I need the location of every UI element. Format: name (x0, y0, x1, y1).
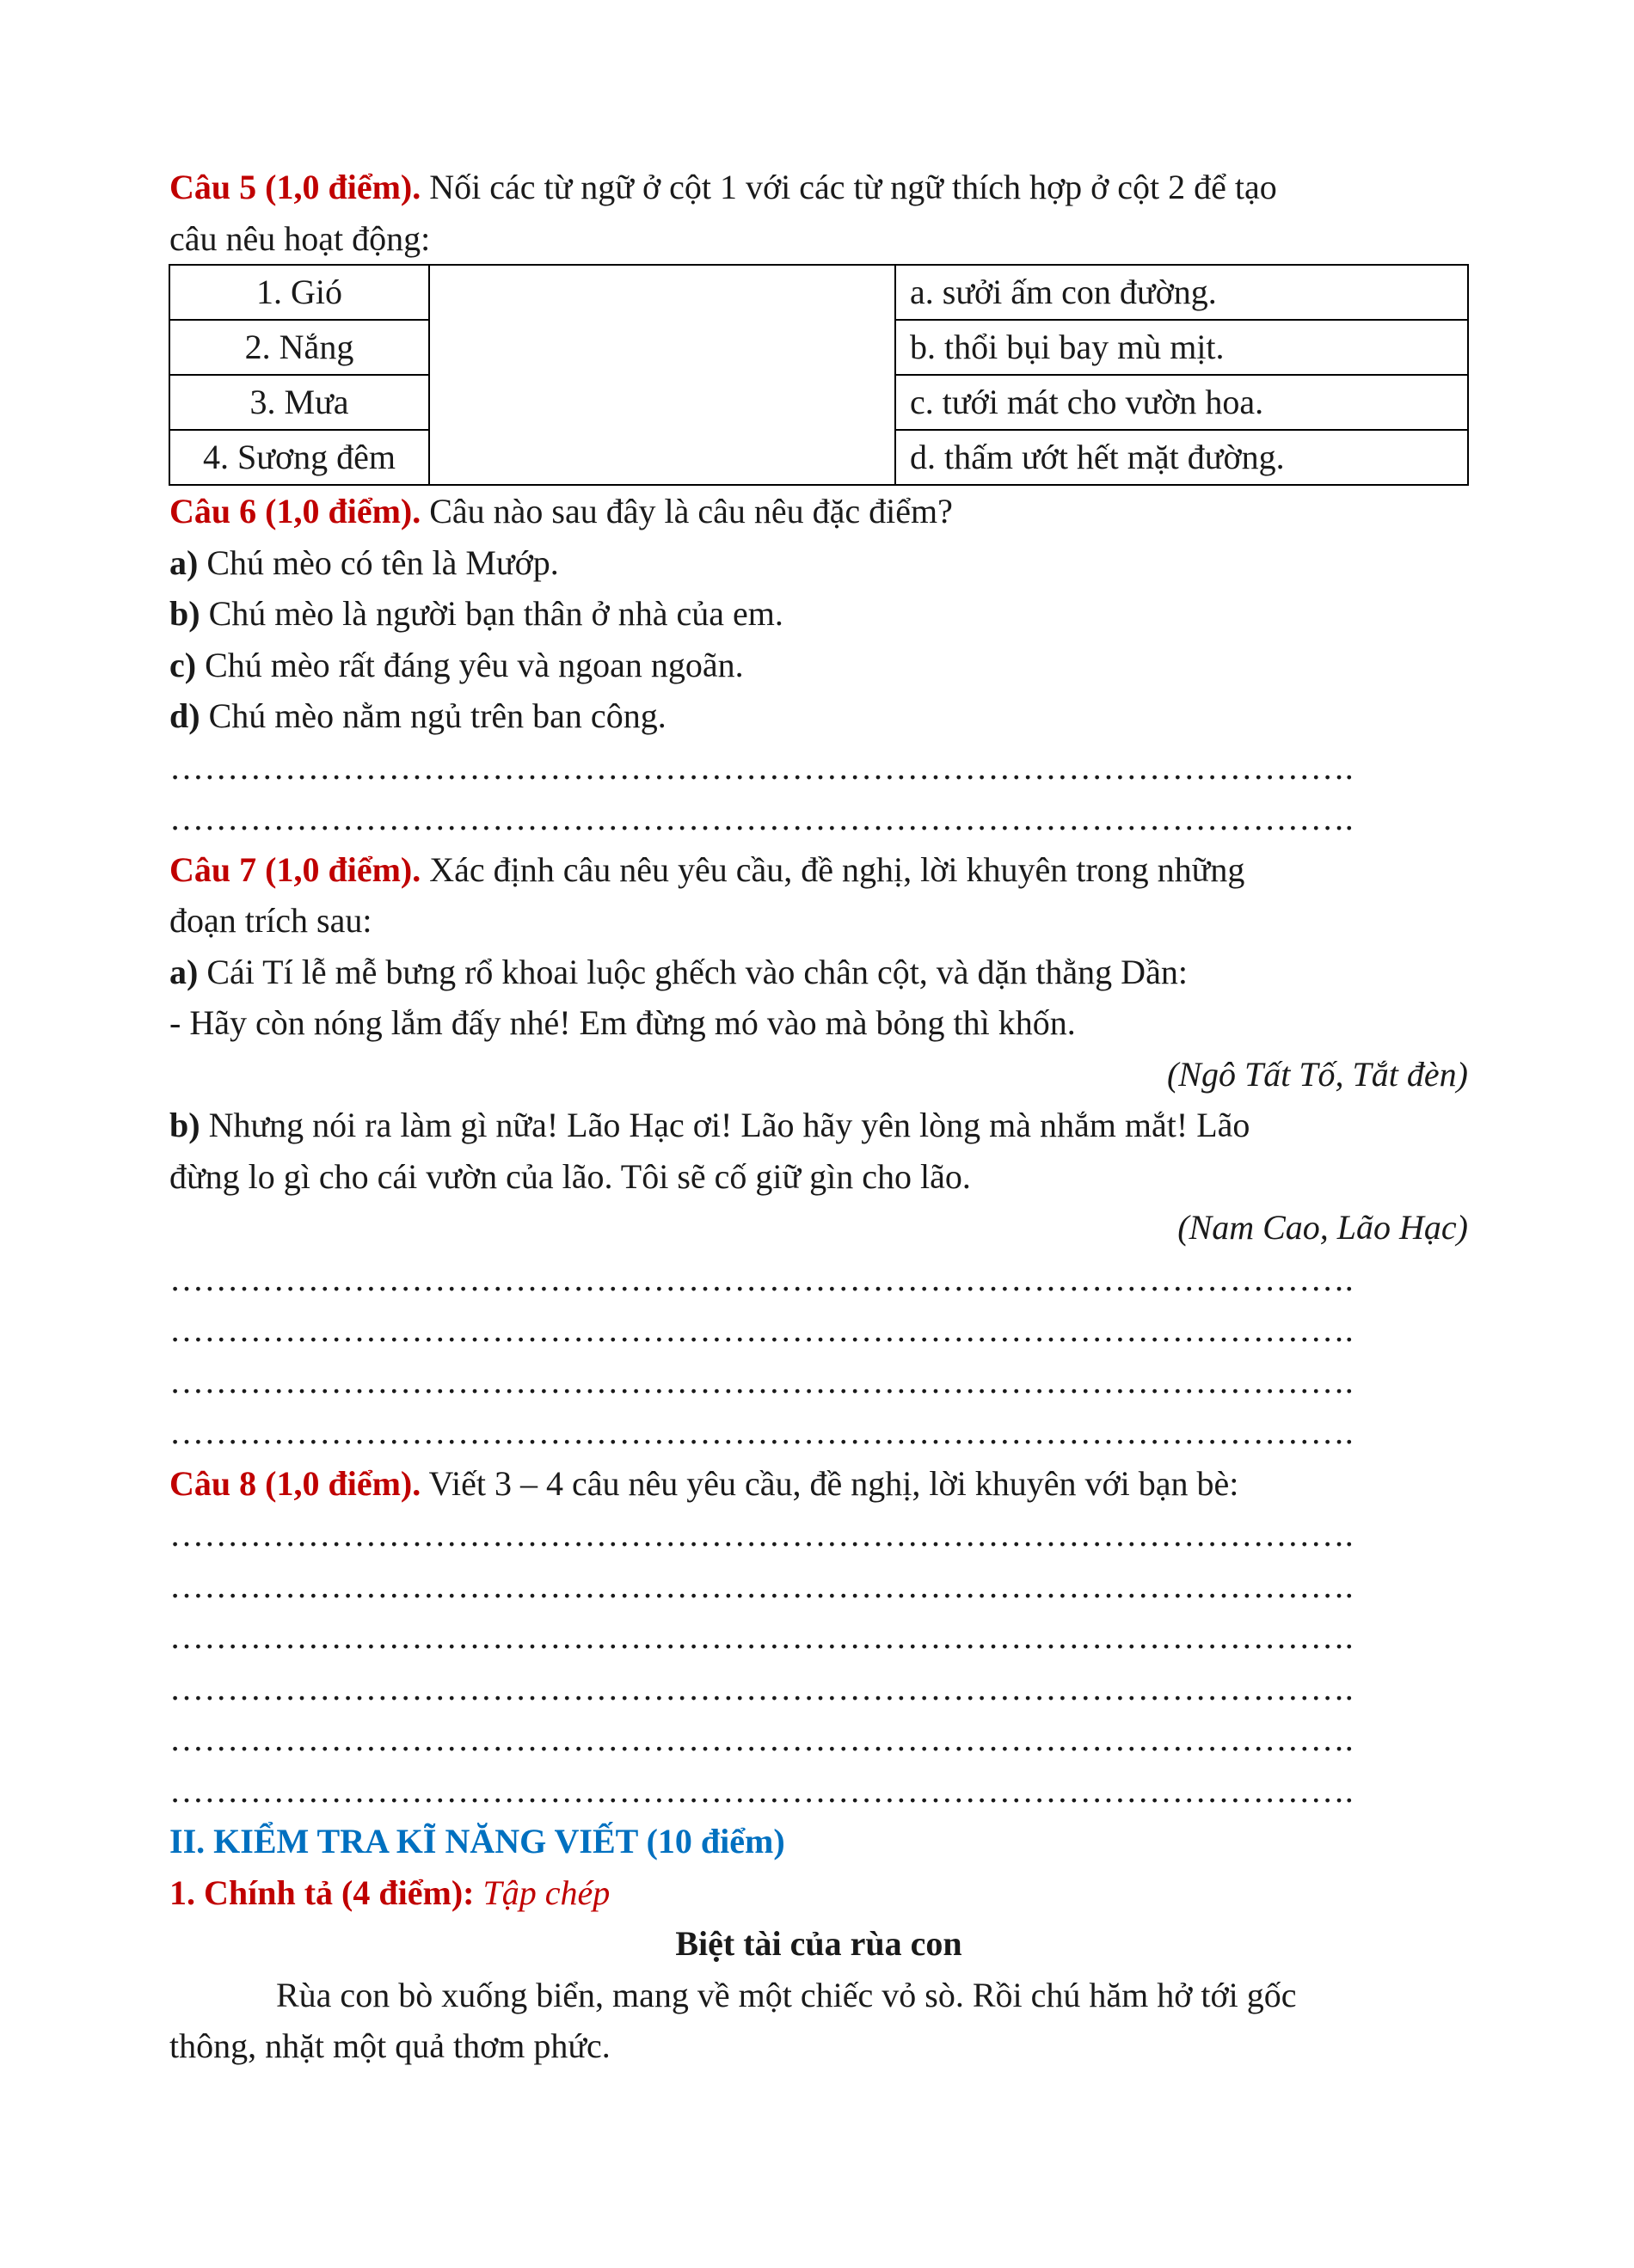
answer-line[interactable]: …………………………………………………………………………………………. (169, 1310, 1354, 1349)
q7-a (169, 947, 1468, 998)
option-key: b) (169, 594, 200, 633)
q6-option-c (169, 640, 1468, 691)
q6-label: Câu 6 (1,0 điểm). (169, 492, 421, 530)
matching-table (169, 264, 1469, 486)
option-key: d) (169, 696, 200, 735)
col2-cell: d. thấm ướt hết mặt đường. (895, 430, 1468, 485)
option-key: c) (169, 645, 197, 684)
col1-cell: 1. Gió (169, 265, 429, 320)
table-row (169, 265, 1468, 320)
option-text: Chú mèo rất đáng yêu và ngoan ngoãn. (196, 645, 744, 684)
col1-cell: 4. Sương đêm (169, 430, 429, 485)
q7-b-text-1: Nhưng nói ra làm gì nữa! Lão Hạc ơi! Lão hãy yên lòng mà nhắm mắt! Lão (200, 1106, 1250, 1144)
option-key: a) (169, 542, 199, 582)
answer-line[interactable]: …………………………………………………………………………………………. (169, 1617, 1354, 1656)
q6-text: Câu nào sau đây là câu nêu đặc điểm? (421, 492, 953, 530)
q7-b-line2: đừng lo gì cho cái vườn của lão. Tôi sẽ cố giữ gìn cho lão. (169, 1156, 971, 1196)
q5-line2: câu nêu hoạt động: (169, 218, 431, 258)
q5-text-1: Nối các từ ngữ ở cột 1 với các từ ngữ thích hợp ở cột 2 để tạo (421, 168, 1277, 206)
col1-cell: 3. Mưa (169, 375, 429, 430)
option-text: Chú mèo có tên là Mướp. (198, 542, 559, 582)
answer-line[interactable]: …………………………………………………………………………………………. (169, 1770, 1354, 1810)
section2-sub (169, 1867, 1468, 1919)
q7-b-key: b) (169, 1106, 200, 1144)
passage-line2: thông, nhặt một quả thơm phức. (169, 2026, 611, 2065)
answer-line[interactable]: …………………………………………………………………………………………. (169, 1566, 1354, 1605)
col2-cell: c. tưới mát cho vườn hoa. (895, 375, 1468, 430)
q7-line1 (169, 844, 1468, 896)
q5-line1 (169, 162, 1468, 213)
q7-text-1: Xác định câu nêu yêu cầu, đề nghị, lời khuyên trong những (421, 849, 1245, 889)
answer-line[interactable]: …………………………………………………………………………………………. (169, 747, 1354, 787)
q7-a-quote: - Hãy còn nóng lắm đấy nhé! Em đừng mó vào mà bỏng thì khốn. (169, 1003, 1076, 1042)
option-text: Chú mèo là người bạn thân ở nhà của em. (200, 594, 783, 633)
q8-text: Viết 3 – 4 câu nêu yêu cầu, đề nghị, lời khuyên với bạn bè: (421, 1463, 1239, 1503)
option-text: Chú mèo nằm ngủ trên ban công. (200, 696, 666, 735)
col2-cell: b. thổi bụi bay mù mịt. (895, 320, 1468, 375)
answer-line[interactable]: …………………………………………………………………………………………. (169, 1515, 1354, 1554)
col1-cell: 2. Nắng (169, 320, 429, 375)
worksheet-page (169, 162, 1468, 2072)
connect-area (429, 265, 895, 485)
section2-sub-type: Tập chép (474, 1873, 611, 1912)
q7-label: Câu 7 (1,0 điểm). (169, 849, 421, 889)
q6-option-d (169, 690, 1468, 742)
q7-a-source: (Ngô Tất Tố, Tắt đèn) (1166, 1054, 1468, 1094)
answer-line[interactable]: …………………………………………………………………………………………. (169, 1259, 1354, 1298)
answer-line[interactable]: …………………………………………………………………………………………. (169, 1413, 1354, 1451)
q7-a-key: a) (169, 952, 199, 991)
answer-line[interactable]: …………………………………………………………………………………………. (169, 1668, 1354, 1707)
answer-line[interactable]: …………………………………………………………………………………………. (169, 1361, 1354, 1401)
q7-b (169, 1100, 1468, 1151)
q6-option-b (169, 588, 1468, 640)
q8-line (169, 1458, 1468, 1510)
q5-label: Câu 5 (1,0 điểm). (169, 168, 421, 206)
answer-line[interactable]: …………………………………………………………………………………………. (169, 799, 1354, 837)
passage-line1: Rùa con bò xuống biển, mang về một chiếc vỏ sò. Rồi chú hăm hở tới gốc (276, 1975, 1297, 2014)
answer-line[interactable]: …………………………………………………………………………………………. (169, 1719, 1354, 1758)
q7-line2: đoạn trích sau: (169, 901, 372, 940)
section2-heading: II. KIỂM TRA KĨ NĂNG VIẾT (10 điểm) (169, 1822, 785, 1860)
q7-b-source: (Nam Cao, Lão Hạc) (1177, 1208, 1468, 1247)
col2-cell: a. sưởi ấm con đường. (895, 265, 1468, 320)
q8-label: Câu 8 (1,0 điểm). (169, 1463, 421, 1503)
section2-sub-label: 1. Chính tả (4 điểm): (169, 1873, 475, 1912)
q6-option-a (169, 537, 1468, 589)
passage-title: Biệt tài của rùa con (675, 1924, 962, 1963)
q6-line (169, 486, 1468, 537)
q7-a-text: Cái Tí lễ mễ bưng rổ khoai luộc ghếch vào chân cột, và dặn thằng Dần: (198, 952, 1188, 991)
